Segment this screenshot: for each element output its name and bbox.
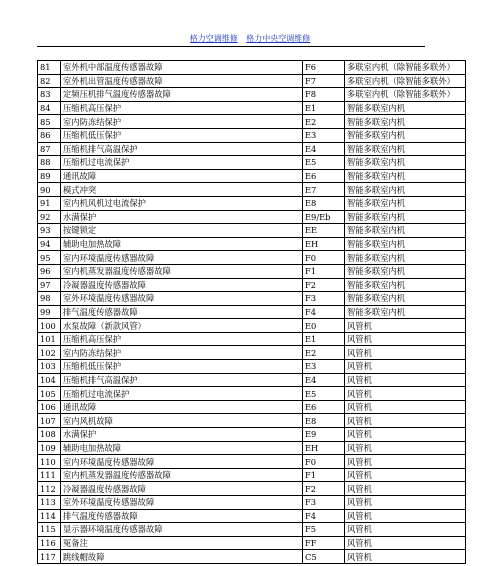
cell-description: 跳线帽故障	[61, 550, 303, 564]
cell-number: 115	[38, 523, 61, 537]
cell-model: 风管机	[345, 319, 466, 333]
cell-code: E8	[303, 414, 345, 428]
cell-description: 显示器环境温度传感器故障	[61, 523, 303, 537]
cell-description: 冷凝器温度传感器故障	[61, 482, 303, 496]
header-rule	[37, 46, 425, 47]
table-row	[38, 196, 466, 210]
cell-number: 112	[38, 482, 61, 496]
cell-number: 98	[38, 292, 61, 306]
cell-code: E3	[303, 360, 345, 374]
cell-code: EH	[303, 237, 345, 251]
cell-model: 风管机	[345, 536, 466, 550]
cell-code: F7	[303, 74, 345, 88]
table-row	[38, 292, 466, 306]
table-row	[38, 115, 466, 129]
table-row	[38, 455, 466, 469]
table-row	[38, 264, 466, 278]
cell-description: 室内防冻结保护	[61, 115, 303, 129]
cell-code: C5	[303, 550, 345, 564]
cell-description: 室内环境温度传感器故障	[61, 455, 303, 469]
cell-code: E9	[303, 428, 345, 442]
cell-description: 压缩机高压保护	[61, 101, 303, 115]
cell-description: 室内防冻结保护	[61, 346, 303, 360]
cell-number: 93	[38, 224, 61, 238]
cell-number: 86	[38, 128, 61, 142]
cell-description: 按键锁定	[61, 224, 303, 238]
table-row	[38, 428, 466, 442]
table-row	[38, 468, 466, 482]
cell-model: 智能多联室内机	[345, 210, 466, 224]
cell-number: 103	[38, 360, 61, 374]
cell-model: 智能多联室内机	[345, 183, 466, 197]
cell-code: E8	[303, 196, 345, 210]
cell-code: F2	[303, 278, 345, 292]
table-row	[38, 169, 466, 183]
cell-number: 113	[38, 496, 61, 510]
cell-code: F3	[303, 292, 345, 306]
table-row	[38, 387, 466, 401]
cell-description: 压缩机高压保护	[61, 332, 303, 346]
fault-code-table	[37, 60, 466, 564]
table-row	[38, 101, 466, 115]
cell-model: 智能多联室内机	[345, 169, 466, 183]
cell-model: 智能多联室内机	[345, 305, 466, 319]
cell-code: EH	[303, 441, 345, 455]
cell-code: F1	[303, 468, 345, 482]
cell-code: E5	[303, 156, 345, 170]
cell-description: 排气温度传感器故障	[61, 509, 303, 523]
cell-code: E3	[303, 128, 345, 142]
cell-model: 风管机	[345, 509, 466, 523]
page-header	[0, 34, 500, 44]
table-row	[38, 210, 466, 224]
cell-model: 多联室内机（除智能多联外）	[345, 61, 466, 75]
cell-model: 智能多联室内机	[345, 142, 466, 156]
cell-description: 室外机中部温度传感器故障	[61, 61, 303, 75]
cell-code: E1	[303, 101, 345, 115]
cell-code: F8	[303, 88, 345, 102]
cell-description: 水满保护	[61, 428, 303, 442]
cell-number: 91	[38, 196, 61, 210]
cell-description: 辅助电加热故障	[61, 441, 303, 455]
cell-code: E4	[303, 373, 345, 387]
cell-description: 辅助电加热故障	[61, 237, 303, 251]
cell-code: E2	[303, 115, 345, 129]
cell-number: 110	[38, 455, 61, 469]
cell-model: 智能多联室内机	[345, 251, 466, 265]
link-gree-central-ac-repair[interactable]: 格力中央空调维修	[246, 34, 311, 43]
cell-description: 水泵故障（新款风管）	[61, 319, 303, 333]
cell-model: 风管机	[345, 414, 466, 428]
cell-model: 风管机	[345, 346, 466, 360]
cell-description: 定频压机排气温度传感器故障	[61, 88, 303, 102]
table-row	[38, 509, 466, 523]
cell-code: E6	[303, 169, 345, 183]
cell-code: F5	[303, 523, 345, 537]
table-row	[38, 61, 466, 75]
cell-model: 风管机	[345, 523, 466, 537]
cell-code: EE	[303, 224, 345, 238]
cell-number: 82	[38, 74, 61, 88]
cell-number: 102	[38, 346, 61, 360]
cell-description: 室内机风机过电流保护	[61, 196, 303, 210]
table-row	[38, 482, 466, 496]
cell-model: 智能多联室内机	[345, 115, 466, 129]
cell-model: 风管机	[345, 360, 466, 374]
cell-code: E2	[303, 346, 345, 360]
cell-code: E5	[303, 387, 345, 401]
cell-code: E9/Eb	[303, 210, 345, 224]
table-row	[38, 360, 466, 374]
cell-code: E6	[303, 400, 345, 414]
cell-model: 智能多联室内机	[345, 292, 466, 306]
table-row	[38, 305, 466, 319]
cell-description: 压缩机排气高温保护	[61, 142, 303, 156]
cell-number: 97	[38, 278, 61, 292]
table-row	[38, 224, 466, 238]
cell-model: 智能多联室内机	[345, 264, 466, 278]
cell-model: 风管机	[345, 428, 466, 442]
cell-number: 107	[38, 414, 61, 428]
cell-number: 101	[38, 332, 61, 346]
cell-description: 压缩机过电流保护	[61, 387, 303, 401]
cell-description: 室内风机故障	[61, 414, 303, 428]
cell-model: 多联室内机（除智能多联外）	[345, 74, 466, 88]
table-row	[38, 183, 466, 197]
table-row	[38, 278, 466, 292]
cell-number: 106	[38, 400, 61, 414]
table-row	[38, 523, 466, 537]
cell-code: E4	[303, 142, 345, 156]
cell-model: 风管机	[345, 332, 466, 346]
cell-number: 104	[38, 373, 61, 387]
table-row	[38, 251, 466, 265]
cell-code: F3	[303, 496, 345, 510]
table-row	[38, 441, 466, 455]
cell-number: 89	[38, 169, 61, 183]
cell-model: 风管机	[345, 455, 466, 469]
cell-model: 风管机	[345, 550, 466, 564]
cell-number: 92	[38, 210, 61, 224]
cell-code: E0	[303, 319, 345, 333]
table-row	[38, 414, 466, 428]
cell-description: 室内环境温度传感器故障	[61, 251, 303, 265]
cell-description: 压缩机低压保护	[61, 128, 303, 142]
table-row	[38, 346, 466, 360]
cell-code: F1	[303, 264, 345, 278]
cell-description: 室外机出管温度传感器故障	[61, 74, 303, 88]
cell-number: 111	[38, 468, 61, 482]
cell-model: 风管机	[345, 441, 466, 455]
cell-description: 模式冲突	[61, 183, 303, 197]
cell-number: 105	[38, 387, 61, 401]
table-row	[38, 536, 466, 550]
cell-number: 114	[38, 509, 61, 523]
cell-description: 室内机蒸发器温度传感器故障	[61, 264, 303, 278]
table-row	[38, 400, 466, 414]
cell-number: 96	[38, 264, 61, 278]
cell-number: 83	[38, 88, 61, 102]
cell-number: 117	[38, 550, 61, 564]
table-row	[38, 142, 466, 156]
cell-code: E7	[303, 183, 345, 197]
table-row	[38, 237, 466, 251]
table-row	[38, 332, 466, 346]
cell-model: 智能多联室内机	[345, 196, 466, 210]
table-row	[38, 496, 466, 510]
cell-model: 风管机	[345, 468, 466, 482]
cell-code: F4	[303, 305, 345, 319]
table-row	[38, 88, 466, 102]
cell-model: 智能多联室内机	[345, 237, 466, 251]
cell-code: F4	[303, 509, 345, 523]
cell-model: 多联室内机（除智能多联外）	[345, 88, 466, 102]
cell-description: 压缩机排气高温保护	[61, 373, 303, 387]
table-row	[38, 550, 466, 564]
cell-number: 84	[38, 101, 61, 115]
cell-number: 81	[38, 61, 61, 75]
cell-description: 室外环境温度传感器故障	[61, 496, 303, 510]
cell-model: 风管机	[345, 496, 466, 510]
cell-code: F0	[303, 455, 345, 469]
cell-number: 85	[38, 115, 61, 129]
cell-number: 94	[38, 237, 61, 251]
cell-model: 风管机	[345, 400, 466, 414]
cell-code: FF	[303, 536, 345, 550]
cell-number: 90	[38, 183, 61, 197]
cell-number: 99	[38, 305, 61, 319]
cell-number: 88	[38, 156, 61, 170]
cell-model: 智能多联室内机	[345, 101, 466, 115]
table-row	[38, 128, 466, 142]
cell-description: 排气温度传感器故障	[61, 305, 303, 319]
cell-code: F6	[303, 61, 345, 75]
cell-description: 通讯故障	[61, 169, 303, 183]
cell-number: 87	[38, 142, 61, 156]
cell-description: 冷凝器温度传感器故障	[61, 278, 303, 292]
cell-model: 风管机	[345, 482, 466, 496]
cell-code: F2	[303, 482, 345, 496]
cell-number: 100	[38, 319, 61, 333]
cell-description: 通讯故障	[61, 400, 303, 414]
cell-description: 水满保护	[61, 210, 303, 224]
cell-description: 冤备注	[61, 536, 303, 550]
table-row	[38, 373, 466, 387]
cell-description: 室内机蒸发器温度传感器故障	[61, 468, 303, 482]
cell-code: E1	[303, 332, 345, 346]
table-row	[38, 156, 466, 170]
cell-model: 风管机	[345, 387, 466, 401]
cell-description: 压缩机过电流保护	[61, 156, 303, 170]
cell-number: 95	[38, 251, 61, 265]
table-row	[38, 319, 466, 333]
cell-number: 108	[38, 428, 61, 442]
cell-description: 压缩机低压保护	[61, 360, 303, 374]
cell-model: 智能多联室内机	[345, 128, 466, 142]
cell-description: 室外环境温度传感器故障	[61, 292, 303, 306]
table-row	[38, 74, 466, 88]
cell-model: 智能多联室内机	[345, 156, 466, 170]
cell-model: 风管机	[345, 373, 466, 387]
cell-number: 116	[38, 536, 61, 550]
cell-number: 109	[38, 441, 61, 455]
cell-model: 智能多联室内机	[345, 278, 466, 292]
link-gree-ac-repair[interactable]: 格力空调维修	[189, 34, 238, 43]
cell-model: 智能多联室内机	[345, 224, 466, 238]
cell-code: F0	[303, 251, 345, 265]
